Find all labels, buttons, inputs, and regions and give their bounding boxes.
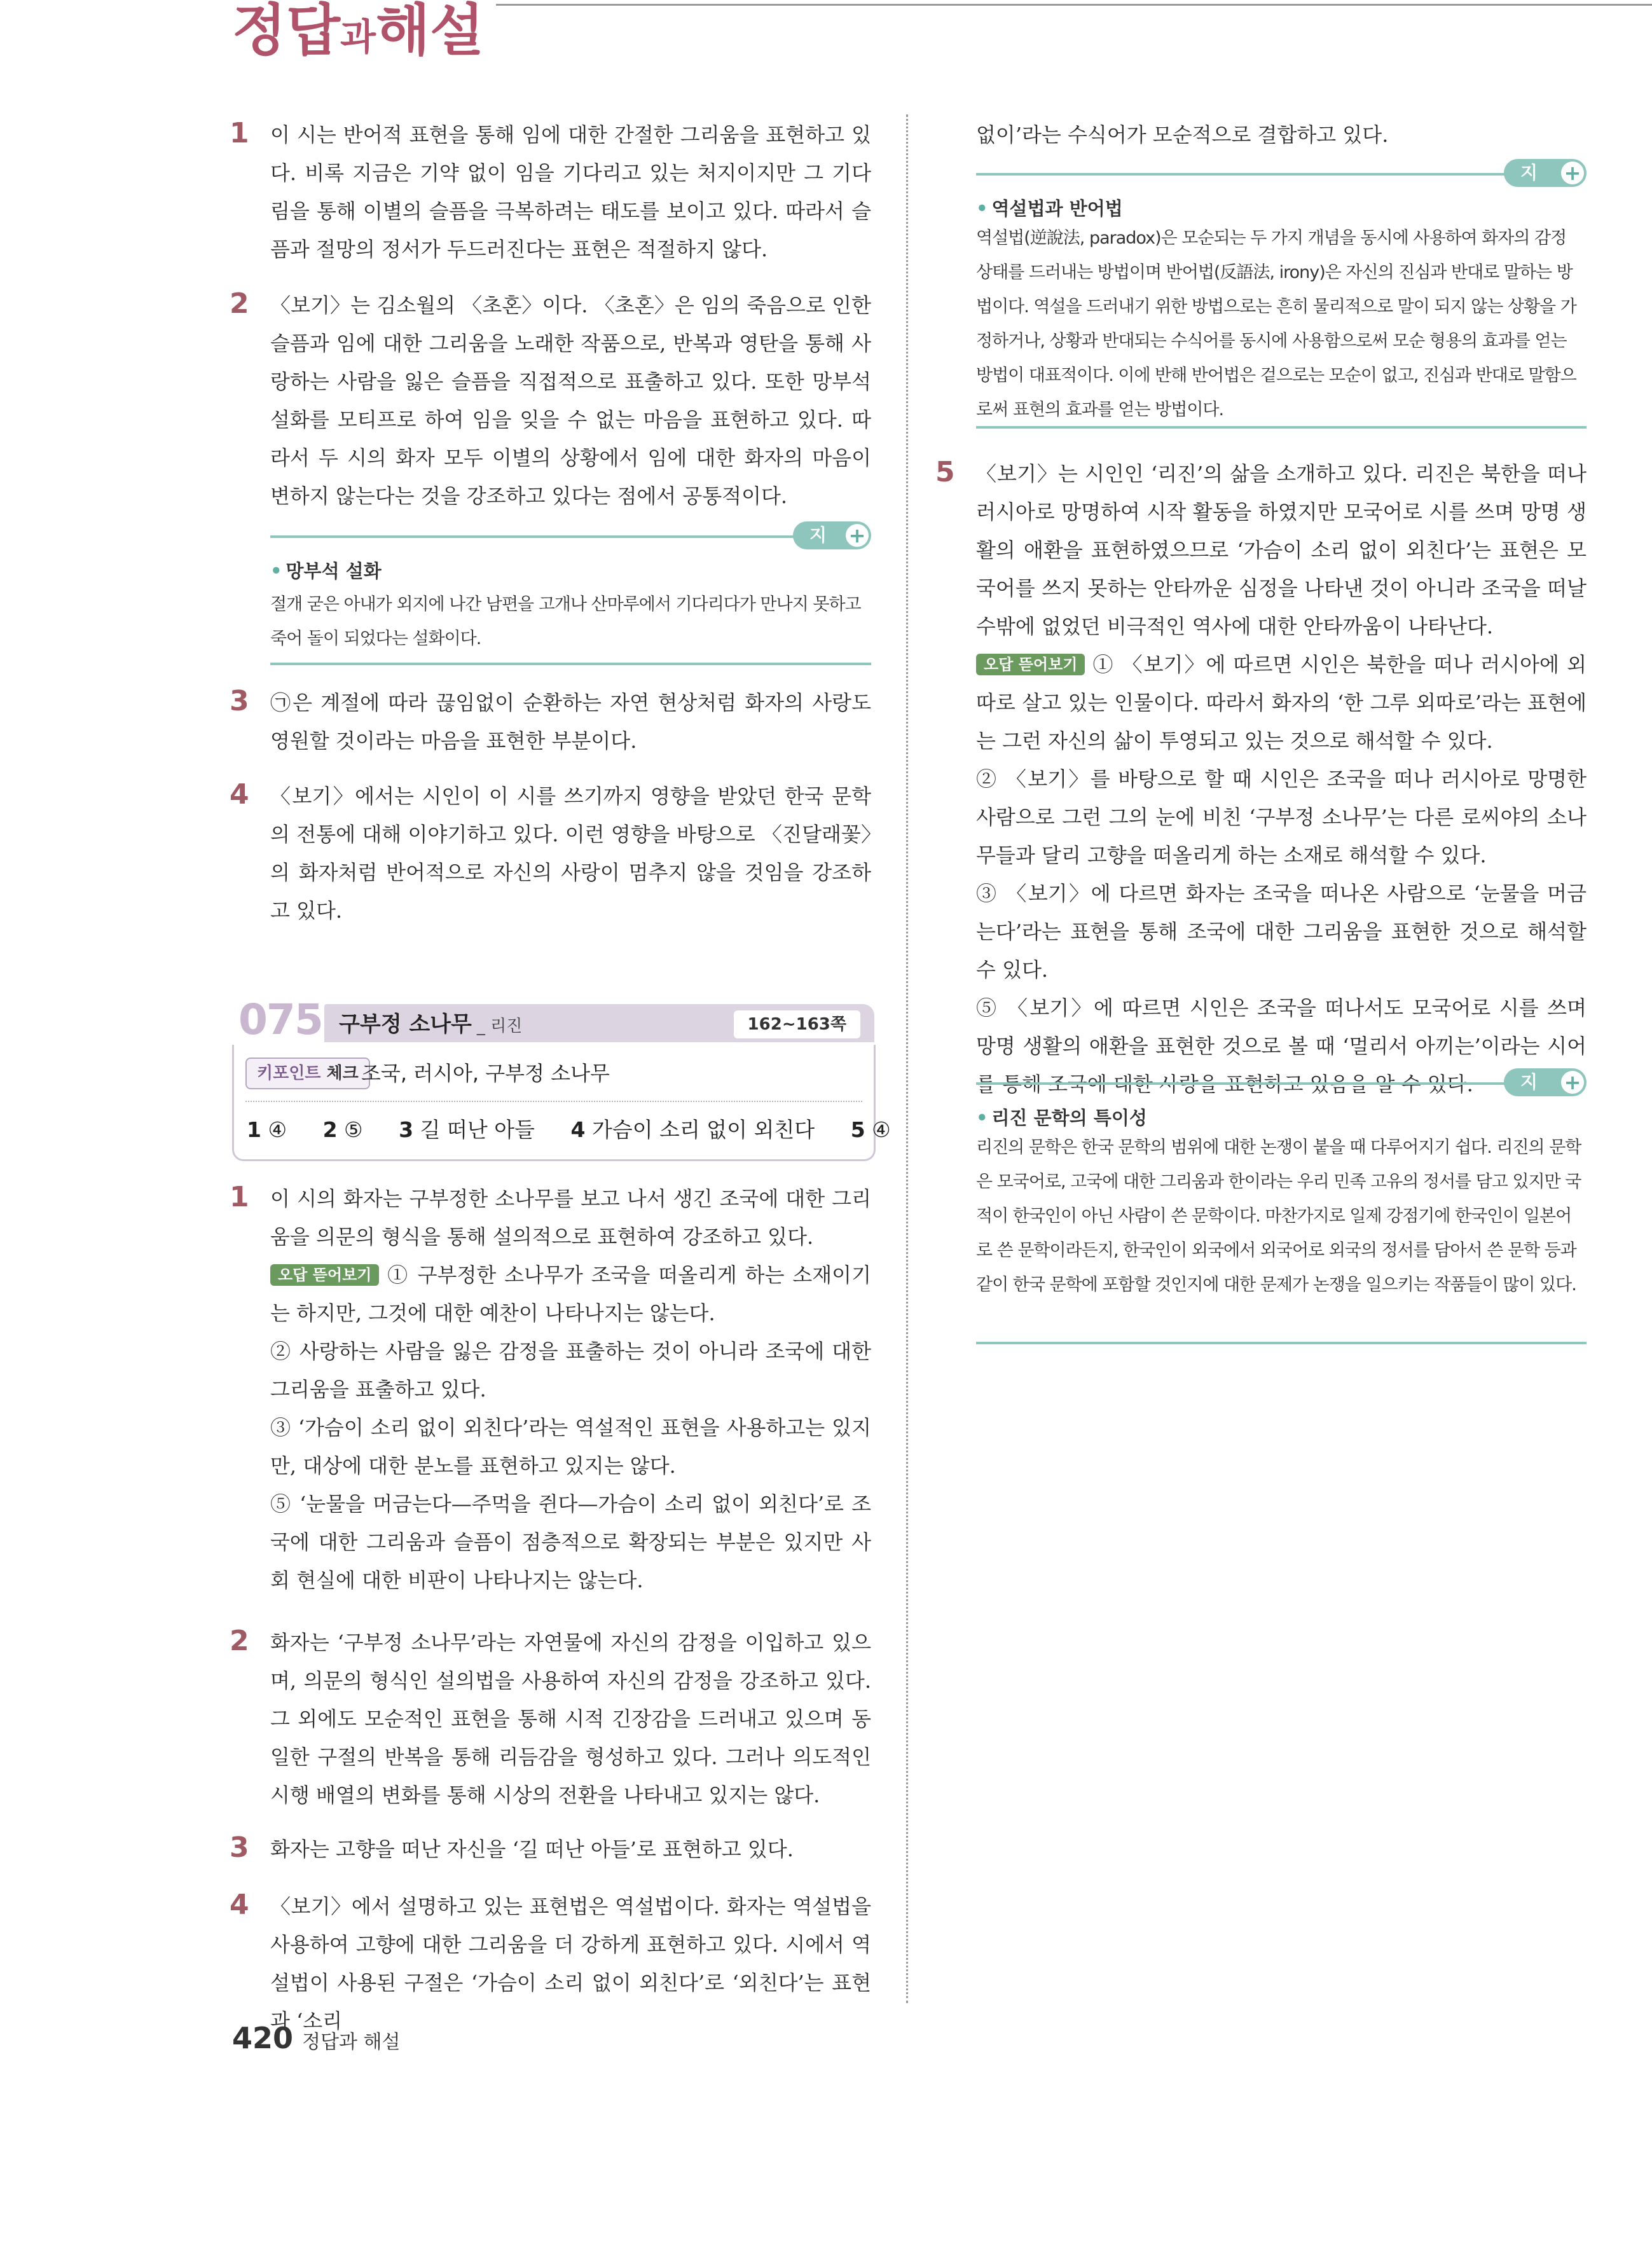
- wrong-answer-text: ② 〈보기〉를 바탕으로 할 때 시인은 조국을 떠나 러시아로 망명한 사람으로 그런 그의 눈에 비친 ‘구부정 소나무’는 다른 로씨야의 소나무들과 달리 고향을 떠올리게 하는 소재로 해석할 수 있다.: [976, 767, 1587, 867]
- item-text: 〈보기〉에서 설명하고 있는 표현법은 역설법이다. 화자는 역설법을 사용하여 고향에 대한 그리움을 더 강하게 표현하고 있다. 시에서 역설법이 사용된 구절은 ‘가슴이 소리 없이 외친다’로 ‘외친다’는 표현과 ‘소리: [270, 1894, 871, 2033]
- item-number: 1: [230, 117, 249, 149]
- keypoint-text: 조국, 러시아, 구부정 소나무: [361, 1061, 610, 1085]
- wrong-answer-text: ① 〈보기〉에 따르면 시인은 북한을 떠나 러시아에 외따로 살고 있는 인물이다. 따라서 화자의 ‘한 그루 외따로’라는 표현에는 그런 자신의 삶이 투영되고 있는 것으로 해석할 수 있다.: [976, 652, 1587, 753]
- bullet-icon: •: [270, 560, 282, 582]
- section-header: [232, 995, 874, 1045]
- page-header-title: [232, 0, 484, 66]
- footer-label: 정답과 해설: [302, 2031, 401, 2053]
- info-tag: 지식 +: [1504, 1068, 1587, 1096]
- section-number: 075: [238, 995, 322, 1044]
- info-text: 절개 굳은 아내가 외지에 나간 남편을 고개나 산마루에서 기다리다가 만나지 못하고 죽어 돌이 되었다는 설화이다.: [270, 595, 861, 649]
- info-tag: 지식 +: [793, 521, 871, 549]
- answer-key-entry: 3 길 떠난 아들: [399, 1117, 535, 1142]
- wrong-answer-badge: 오답 뜯어보기: [976, 654, 1085, 675]
- item-text: 화자는 고향을 떠난 자신을 ‘길 떠난 아들’로 표현하고 있다.: [270, 1837, 794, 1861]
- page-footer: [232, 2021, 400, 2055]
- answer-key-entry: 1 ④: [247, 1117, 287, 1142]
- page-number: 420: [232, 2021, 294, 2055]
- info-title: 망부석 설화: [286, 560, 382, 582]
- column-divider: [906, 114, 908, 2003]
- keypoint-box: [232, 1045, 891, 1161]
- item-text: 없이’라는 수식어가 모순적으로 결합하고 있다.: [976, 123, 1389, 147]
- answer-item: [230, 1623, 871, 1814]
- plus-icon: +: [846, 524, 869, 547]
- answer-item: [230, 1180, 871, 1599]
- info-text: 역설법(逆說法, paradox)은 모순되는 두 가지 개념을 동시에 사용하여 화자의 감정 상태를 드러내는 방법이며 반어법(反語法, irony)은 자신의 진심과 반대로 말하는 방법이다. 역설을 드러내기 위한 방법으로는 흔히 물리적으로 말이 되지 않는 상황을 가정하거나, 상황과 반대되는 수식어를 동시에 사용함으로써 모순 형용의 효과를 얻는 방법이 대표적이다. 이에 반해 반어법은 겉으로는 모순이 없고, 진심과 반대로 말함으로써 표현의 효과를 얻는 방법이다.: [976, 228, 1576, 420]
- wrong-answer-text: ⑤ 〈보기〉에 따르면 시인은 조국을 떠나서도 모국어로 시를 쓰며 망명 생활의 애환을 표현한 것으로 볼 때 ‘멀리서 아끼는’이라는 시어를 통해 조국에 대한 사랑을 표현하고 있음을 알 수 있다.: [976, 996, 1587, 1096]
- plus-icon: +: [1561, 162, 1584, 184]
- wrong-answer-text: ① 구부정한 소나무가 조국을 떠올리게 하는 소재이기는 하지만, 그것에 대한 예찬이 나타나지는 않는다.: [270, 1263, 871, 1325]
- bullet-icon: •: [976, 1107, 988, 1129]
- answer-key-entry: 2 ⑤: [322, 1117, 363, 1142]
- wrong-answer-text: ③ 〈보기〉에 다르면 화자는 조국을 떠나온 사람으로 ‘눈물을 머금는다’라는 표현을 통해 조국에 대한 그리움을 표현한 것으로 해석할 수 있다.: [976, 881, 1587, 982]
- section-title: 구부정 소나무: [339, 1012, 472, 1037]
- header-rule: [496, 4, 1652, 6]
- info-title: 리진 문학의 특이성: [991, 1107, 1147, 1129]
- answer-key-entry: 4 가슴이 소리 없이 외친다: [570, 1117, 815, 1142]
- answer-item: [935, 455, 1587, 1103]
- item-number: 5: [935, 456, 955, 488]
- item-number: 3: [230, 1831, 249, 1864]
- keypoint-divider: [245, 1101, 862, 1102]
- answer-item: [230, 1830, 871, 1868]
- item-text: 〈보기〉에서는 시인이 이 시를 쓰기까지 영향을 받았던 한국 문학의 전통에 대해 이야기하고 있다. 이런 영향을 바탕으로 〈진달래꽃〉의 화자처럼 반어적으로 자신의 사랑이 멈추지 않을 것임을 강조하고 있다.: [270, 784, 871, 923]
- wrong-answer-text: ② 사랑하는 사람을 잃은 감정을 표출하는 것이 아니라 조국에 대한 그리움을 표출하고 있다.: [270, 1339, 871, 1402]
- item-number: 4: [230, 1889, 249, 1921]
- answer-item: [230, 777, 871, 930]
- info-box-lijin: [976, 1068, 1587, 1348]
- plus-icon: +: [1561, 1071, 1584, 1094]
- info-box-mangbuseok: [270, 521, 871, 668]
- item-number: 2: [230, 1625, 249, 1657]
- item-number: 3: [230, 685, 249, 717]
- answer-key-entry: 5 ④: [850, 1117, 891, 1142]
- info-text: 리진의 문학은 한국 문학의 범위에 대한 논쟁이 붙을 때 다루어지기 쉽다. 리진의 문학은 모국어로, 고국에 대한 그리움과 한이라는 우리 민족 고유의 정서를 담고 있지만 국적이 한국인이 아닌 사람이 쓴 문학이다. 마찬가지로 일제 강점기에 한국인이 일본어로 쓴 문학이라든지, 한국인이 외국에서 외국어로 외국의 정서를 담아서 쓴 문학 등과 같이 한국 문학에 포함할 것인지에 대한 문제가 논쟁을 일으키는 작품들이 많이 있다.: [976, 1138, 1581, 1295]
- wrong-answer-text: ③ ‘가슴이 소리 없이 외친다’라는 역설적인 표현을 사용하고는 있지만, 대상에 대한 분노를 표현하고 있지는 않다.: [270, 1416, 871, 1478]
- continuation-text: [976, 116, 1587, 154]
- header-title-part: 정답: [232, 0, 341, 63]
- header-title-part: 과: [340, 15, 376, 59]
- item-number: 2: [230, 287, 249, 320]
- item-text: 이 시의 화자는 구부정한 소나무를 보고 나서 생긴 조국에 대한 그리움을 의문의 형식을 통해 설의적으로 표현하여 강조하고 있다.: [270, 1187, 871, 1249]
- item-number: 4: [230, 778, 249, 811]
- item-text: 이 시는 반어적 표현을 통해 임에 대한 간절한 그리움을 표현하고 있다. 비록 지금은 기약 없이 임을 기다리고 있는 처지이지만 그 기다림을 통해 이별의 슬픔을 극복하려는 태도를 보이고 있다. 따라서 슬픔과 절망의 정서가 두드러진다는 표현은 적절하지 않다.: [270, 123, 871, 261]
- answer-item: [230, 116, 871, 268]
- answer-item: [230, 286, 871, 515]
- item-text: 〈보기〉는 김소월의 〈초혼〉이다. 〈초혼〉은 임의 죽음으로 인한 슬픔과 임에 대한 그리움을 노래한 작품으로, 반복과 영탄을 통해 사랑하는 사람을 잃은 슬픔을 직접적으로 표출하고 있다. 또한 망부석 설화를 모티프로 하여 임을 잊을 수 없는 마음을 표현하고 있다. 따라서 두 시의 화자 모두 이별의 상황에서 임에 대한 화자의 마음이 변하지 않는다는 것을 강조하고 있다는 점에서 공통적이다.: [270, 293, 871, 508]
- answer-item: [230, 684, 871, 760]
- header-title-part: 해설: [376, 0, 485, 63]
- info-tag: 지식 +: [1504, 159, 1587, 187]
- item-text: ㉠은 계절에 따라 끊임없이 순환하는 자연 현상처럼 화자의 사랑도 영원할 것이라는 마음을 표현한 부분이다.: [270, 691, 871, 753]
- answer-key: [247, 1112, 920, 1148]
- bullet-icon: •: [976, 198, 988, 219]
- wrong-answer-text: ⑤ ‘눈물을 머금는다—주먹을 쥔다—가슴이 소리 없이 외친다’로 조국에 대한 그리움과 슬픔이 점층적으로 확장되는 부분은 있지만 사회 현실에 대한 비판이 나타나지는 않는다.: [270, 1492, 871, 1592]
- section-author: _ 리진: [476, 1017, 523, 1036]
- info-title: 역설법과 반어법: [991, 198, 1123, 219]
- info-box-paradox: [976, 159, 1587, 432]
- wrong-answer-badge: 오답 뜯어보기: [270, 1264, 379, 1286]
- section-pages: 162~163쪽: [734, 1010, 860, 1038]
- item-text: 〈보기〉는 시인인 ‘리진’의 삶을 소개하고 있다. 리진은 북한을 떠나 러시아로 망명하여 시작 활동을 하였지만 모국어로 시를 쓰며 망명 생활의 애환을 표현하였으므로 ‘가슴이 소리 없이 외친다’는 표현은 모국어를 쓰지 못하는 안타까운 심정을 나타낸 것이 아니라 조국을 떠날 수밖에 없었던 비극적인 역사에 대한 안타까움이 나타난다.: [976, 462, 1587, 638]
- item-number: 1: [230, 1181, 249, 1213]
- item-text: 화자는 ‘구부정 소나무’라는 자연물에 자신의 감정을 이입하고 있으며, 의문의 형식인 설의법을 사용하여 자신의 감정을 강조하고 있다. 그 외에도 모순적인 표현을 통해 시적 긴장감을 드러내고 있으며 동일한 구절의 반복을 통해 리듬감을 형성하고 있다. 그러나 의도적인 시행 배열의 변화를 통해 시상의 전환을 나타내고 있지는 않다.: [270, 1630, 871, 1807]
- keypoint-tag: 키포인트 체크: [245, 1058, 370, 1089]
